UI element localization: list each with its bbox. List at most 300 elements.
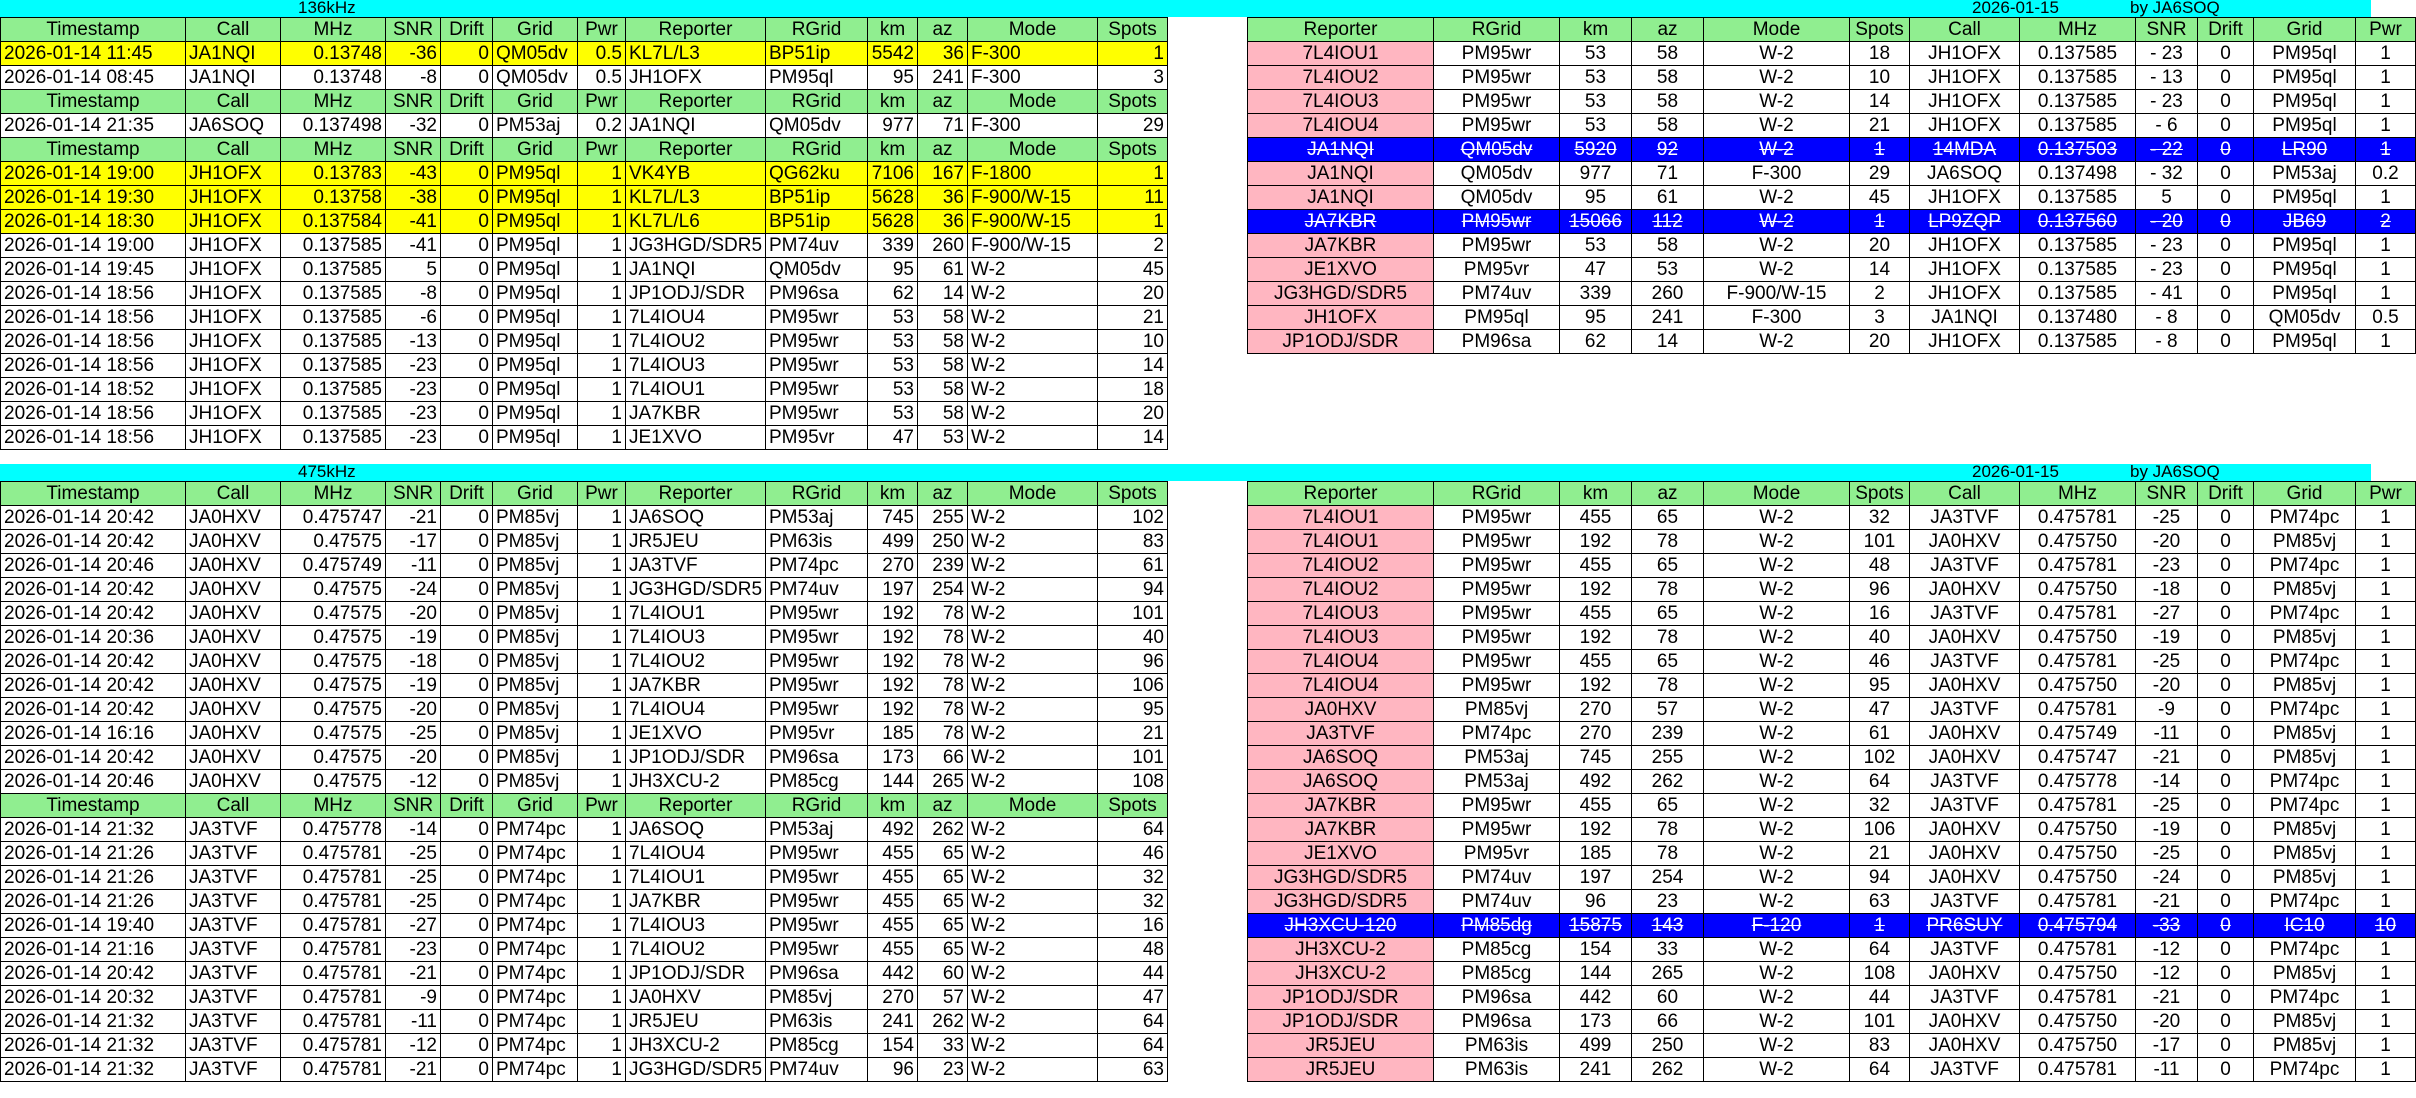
table-cell: 0	[2198, 578, 2254, 602]
table-cell: JA0HXV	[186, 602, 281, 626]
table-cell: 192	[1560, 530, 1632, 554]
table-cell: F-300	[968, 66, 1098, 90]
table-cell: 78	[918, 626, 968, 650]
table-cell: 1	[2356, 114, 2416, 138]
table-cell: JE1XVO	[626, 722, 766, 746]
table-cell: 1	[578, 770, 626, 794]
column-header: Mode	[968, 794, 1098, 818]
table-cell: 71	[918, 114, 968, 138]
table-row	[1, 818, 1168, 842]
table-cell: 0	[441, 42, 493, 66]
table-cell: 0.2	[578, 114, 626, 138]
table-cell: 0.475781	[281, 866, 386, 890]
table-cell: QM05dv	[766, 258, 868, 282]
table-cell: 0	[441, 746, 493, 770]
table-row	[1, 890, 1168, 914]
table-cell: PR6SUY	[1910, 914, 2020, 938]
table-cell: 1	[2356, 938, 2416, 962]
table-row	[1, 1034, 1168, 1058]
column-header: Mode	[968, 482, 1098, 506]
table-cell: 241	[918, 66, 968, 90]
column-header: Mode	[968, 90, 1098, 114]
table-cell: 977	[868, 114, 918, 138]
table-cell: 1	[578, 554, 626, 578]
table-cell: 2026-01-14 19:00	[1, 234, 186, 258]
table-cell: JA0HXV	[186, 770, 281, 794]
table-cell: QM05dv	[766, 114, 868, 138]
table-cell: 53	[868, 402, 918, 426]
table-cell: JE1XVO	[1248, 258, 1434, 282]
table-cell: 0	[441, 306, 493, 330]
table-cell: 1	[1098, 210, 1168, 234]
table-cell: JP1ODJ/SDR	[1248, 1010, 1434, 1034]
table-cell: PM96sa	[766, 962, 868, 986]
table-cell: 265	[918, 770, 968, 794]
table-cell: 1	[578, 506, 626, 530]
table-row	[1, 698, 1168, 722]
table-cell: JH1OFX	[1910, 186, 2020, 210]
table-cell: 442	[1560, 986, 1632, 1010]
table-row	[1, 722, 1168, 746]
table-cell: QM05dv	[1434, 186, 1560, 210]
table-cell: JP1ODJ/SDR	[1248, 330, 1434, 354]
column-header: Grid	[493, 138, 578, 162]
table-cell: 7L4IOU3	[1248, 626, 1434, 650]
table-row	[1248, 938, 2416, 962]
table-cell: W-2	[968, 282, 1098, 306]
column-header: RGrid	[766, 794, 868, 818]
table-cell: -41	[386, 234, 441, 258]
table-cell: 2026-01-14 20:42	[1, 674, 186, 698]
column-header: Spots	[1098, 18, 1168, 42]
table-cell: 7L4IOU4	[626, 842, 766, 866]
table-cell: 0	[2198, 866, 2254, 890]
table-cell: -6	[386, 306, 441, 330]
table-cell: PM85vj	[493, 674, 578, 698]
column-header: RGrid	[766, 18, 868, 42]
table-cell: 1	[2356, 330, 2416, 354]
table-cell: 62	[1560, 330, 1632, 354]
table-cell: JA3TVF	[186, 818, 281, 842]
table-cell: PM85vj	[493, 554, 578, 578]
table-cell: 0	[2198, 986, 2254, 1010]
table-cell: 14	[1850, 258, 1910, 282]
table-cell: W-2	[1704, 330, 1850, 354]
table-cell: 2026-01-14 20:42	[1, 530, 186, 554]
column-header: MHz	[281, 794, 386, 818]
table-cell: 106	[1098, 674, 1168, 698]
table-cell: 2026-01-14 20:42	[1, 698, 186, 722]
column-header: Mode	[1704, 18, 1850, 42]
table-cell: 0	[441, 890, 493, 914]
table-cell: 0	[2198, 90, 2254, 114]
table-cell: 0.47575	[281, 650, 386, 674]
table-row	[1248, 554, 2416, 578]
table-cell: 0.475750	[2020, 1034, 2136, 1058]
table-cell: 36	[918, 210, 968, 234]
table-cell: -12	[386, 770, 441, 794]
table-cell: 0.137585	[281, 426, 386, 450]
table-cell: 60	[1632, 986, 1704, 1010]
column-header: Timestamp	[1, 794, 186, 818]
table-cell: QG62ku	[766, 162, 868, 186]
table-cell: W-2	[968, 626, 1098, 650]
table-cell: 45	[1850, 186, 1910, 210]
table-row	[1, 842, 1168, 866]
column-header: SNR	[386, 18, 441, 42]
table-cell: 0	[2198, 938, 2254, 962]
table-cell: 2026-01-14 16:16	[1, 722, 186, 746]
table-cell: 455	[868, 890, 918, 914]
table-cell: PM74pc	[493, 1034, 578, 1058]
table-cell: 0	[2198, 554, 2254, 578]
table-cell: 2026-01-14 21:32	[1, 818, 186, 842]
table-cell: PM74pc	[2254, 554, 2356, 578]
table-cell: 197	[1560, 866, 1632, 890]
table-row	[1, 306, 1168, 330]
table-cell: PM95ql	[493, 378, 578, 402]
table-cell: 0	[2198, 818, 2254, 842]
table-cell: PM95ql	[2254, 186, 2356, 210]
table-row	[1248, 506, 2416, 530]
table-cell: JA0HXV	[186, 530, 281, 554]
column-header: SNR	[386, 138, 441, 162]
table-cell: 0.475781	[281, 1058, 386, 1082]
table-cell: PM85vj	[2254, 1010, 2356, 1034]
table-cell: 65	[918, 914, 968, 938]
table-cell: JE1XVO	[1248, 842, 1434, 866]
table-cell: PM95ql	[493, 234, 578, 258]
table-cell: JH1OFX	[186, 234, 281, 258]
table-cell: 0.475750	[2020, 530, 2136, 554]
table-cell: 2026-01-14 21:26	[1, 842, 186, 866]
table-cell: -27	[2136, 602, 2198, 626]
table-cell: PM85vj	[2254, 722, 2356, 746]
column-header: Call	[186, 482, 281, 506]
table-cell: PM85vj	[1434, 698, 1560, 722]
table-cell: JA3TVF	[186, 890, 281, 914]
table-cell: 65	[1632, 602, 1704, 626]
table-row	[1, 1010, 1168, 1034]
table-cell: 65	[1632, 506, 1704, 530]
table-cell: PM74pc	[493, 986, 578, 1010]
table-cell: 1	[2356, 42, 2416, 66]
table-cell: 192	[868, 698, 918, 722]
table-cell: 1	[578, 674, 626, 698]
table-cell: JH1OFX	[186, 378, 281, 402]
table-cell: 144	[868, 770, 918, 794]
table-row	[1, 530, 1168, 554]
table-cell: PM95wr	[1434, 234, 1560, 258]
table-cell: 65	[1632, 794, 1704, 818]
table-cell: 255	[918, 506, 968, 530]
table-cell: 1	[578, 402, 626, 426]
table-row	[1, 234, 1168, 258]
table-row	[1248, 306, 2416, 330]
table-cell: 455	[868, 938, 918, 962]
table-cell: F-300	[968, 42, 1098, 66]
table-cell: JA1NQI	[626, 258, 766, 282]
table-cell: 16	[1850, 602, 1910, 626]
table-cell: PM95wr	[766, 330, 868, 354]
table-cell: 14	[1850, 90, 1910, 114]
table-cell: 0.137585	[281, 282, 386, 306]
table-cell: 16	[1098, 914, 1168, 938]
table-cell: 2026-01-14 21:35	[1, 114, 186, 138]
table-cell: JH3XCU-2	[626, 1034, 766, 1058]
table-cell: 1	[2356, 1010, 2416, 1034]
table-cell: 40	[1098, 626, 1168, 650]
table-cell: W-2	[1704, 42, 1850, 66]
table-cell: JH1OFX	[1910, 234, 2020, 258]
table-cell: JA0HXV	[1910, 866, 2020, 890]
table-cell: JA3TVF	[1910, 794, 2020, 818]
table-cell: 47	[1560, 258, 1632, 282]
table-cell: 32	[1850, 506, 1910, 530]
column-header: Call	[1910, 18, 2020, 42]
table-row	[1, 42, 1168, 66]
table-cell: PM96sa	[1434, 330, 1560, 354]
table-cell: JH1OFX	[186, 354, 281, 378]
table-cell: PM95wr	[1434, 602, 1560, 626]
table-cell: 0	[441, 1010, 493, 1034]
table-cell: -20	[2136, 530, 2198, 554]
table-cell: 95	[1560, 186, 1632, 210]
table-cell: -12	[2136, 938, 2198, 962]
table-cell: 0.137585	[2020, 90, 2136, 114]
table-cell: 96	[1098, 650, 1168, 674]
table-cell: 7L4IOU1	[626, 866, 766, 890]
table-cell: JH1OFX	[186, 306, 281, 330]
table-cell: PM95ql	[2254, 42, 2356, 66]
table-cell: PM85vj	[493, 770, 578, 794]
table-row	[1248, 866, 2416, 890]
column-header: MHz	[281, 138, 386, 162]
table-cell: JA0HXV	[1910, 818, 2020, 842]
table-cell: 1	[2356, 90, 2416, 114]
table-cell: 143	[1632, 914, 1704, 938]
table-cell: 7L4IOU2	[626, 650, 766, 674]
table-cell: -23	[386, 426, 441, 450]
table-cell: 64	[1850, 938, 1910, 962]
table-cell: PM74uv	[766, 1058, 868, 1082]
table-cell: PM53aj	[1434, 770, 1560, 794]
table-cell: 7L4IOU3	[1248, 90, 1434, 114]
table-cell: 58	[918, 402, 968, 426]
table-row	[1248, 698, 2416, 722]
table-cell: JA0HXV	[1910, 842, 2020, 866]
table-cell: 71	[1632, 162, 1704, 186]
table-cell: 46	[1098, 842, 1168, 866]
table-cell: BP51ip	[766, 42, 868, 66]
table-cell: -9	[2136, 698, 2198, 722]
table-cell: 1	[2356, 138, 2416, 162]
table-cell: -20	[386, 698, 441, 722]
column-header: SNR	[386, 794, 441, 818]
column-header: RGrid	[766, 90, 868, 114]
table-cell: JA3TVF	[1910, 506, 2020, 530]
table-cell: PM74pc	[2254, 770, 2356, 794]
table-cell: 44	[1098, 962, 1168, 986]
table-cell: W-2	[968, 818, 1098, 842]
table-cell: BP51ip	[766, 186, 868, 210]
table-cell: -23	[386, 938, 441, 962]
table-cell: W-2	[1704, 66, 1850, 90]
table-cell: 0	[2198, 1058, 2254, 1082]
table-cell: 58	[918, 378, 968, 402]
table-cell: 0	[441, 530, 493, 554]
table-cell: PM95ql	[2254, 90, 2356, 114]
table-cell: 250	[918, 530, 968, 554]
table-cell: PM95wr	[1434, 554, 1560, 578]
table-cell: 32	[1850, 794, 1910, 818]
table-cell: 455	[1560, 650, 1632, 674]
table-cell: JH3XCU-120	[1248, 914, 1434, 938]
table-cell: PM95wr	[1434, 114, 1560, 138]
table-cell: PM74uv	[766, 578, 868, 602]
table-cell: 0	[441, 1034, 493, 1058]
table-cell: 0	[2198, 674, 2254, 698]
table-cell: 0.475750	[2020, 626, 2136, 650]
table-cell: JA0HXV	[1910, 746, 2020, 770]
titlebar-136khz	[0, 0, 2371, 17]
table-cell: JH1OFX	[186, 402, 281, 426]
table-cell: 0.137585	[281, 258, 386, 282]
table-cell: W-2	[1704, 986, 1850, 1010]
table-row	[1, 162, 1168, 186]
table-cell: W-2	[1704, 138, 1850, 162]
table-136khz-by-reporter	[1247, 17, 2402, 463]
table-cell: 0.137585	[281, 402, 386, 426]
table-cell: 14MDA	[1910, 138, 2020, 162]
table-cell: 7L4IOU2	[626, 938, 766, 962]
column-header: km	[868, 794, 918, 818]
table-cell: PM95ql	[493, 258, 578, 282]
table-cell: 58	[1632, 66, 1704, 90]
table-cell: 0	[441, 114, 493, 138]
table-cell: PM95ql	[493, 306, 578, 330]
table-cell: 455	[1560, 554, 1632, 578]
table-cell: PM95vr	[1434, 842, 1560, 866]
table-cell: F-900/W-15	[968, 186, 1098, 210]
table-cell: 185	[868, 722, 918, 746]
column-header: Spots	[1098, 90, 1168, 114]
table-row	[1, 602, 1168, 626]
table-cell: JA0HXV	[186, 578, 281, 602]
table-cell: 78	[918, 650, 968, 674]
table-cell: 96	[1560, 890, 1632, 914]
table-cell: F-120	[1704, 914, 1850, 938]
table-row	[1248, 794, 2416, 818]
table-cell: 11	[1098, 186, 1168, 210]
table-cell: 0.137585	[2020, 258, 2136, 282]
table-cell: 2026-01-14 18:56	[1, 282, 186, 306]
table-cell: PM85vj	[2254, 962, 2356, 986]
table-cell: PM74pc	[493, 938, 578, 962]
column-header: RGrid	[1434, 482, 1560, 506]
table-cell: 1	[578, 986, 626, 1010]
table-cell: 2026-01-14 18:56	[1, 306, 186, 330]
table-cell: 0	[441, 650, 493, 674]
table-cell: 1	[2356, 650, 2416, 674]
table-cell: -20	[386, 746, 441, 770]
table-cell: 0	[2198, 234, 2254, 258]
table-cell: 14	[1098, 354, 1168, 378]
table-cell: 2026-01-14 18:56	[1, 330, 186, 354]
table-row	[1, 938, 1168, 962]
table-row	[1248, 650, 2416, 674]
table-cell: 0	[2198, 698, 2254, 722]
table-cell: JA7KBR	[1248, 818, 1434, 842]
table-cell: 977	[1560, 162, 1632, 186]
table-cell: 745	[1560, 746, 1632, 770]
table-cell: 95	[1098, 698, 1168, 722]
table-row	[1248, 722, 2416, 746]
table-cell: PM85dg	[1434, 914, 1560, 938]
table-cell: 0	[2198, 890, 2254, 914]
table-cell: 7L4IOU3	[626, 354, 766, 378]
table-cell: 0	[2198, 530, 2254, 554]
table-cell: PM74pc	[2254, 986, 2356, 1010]
column-header: Drift	[441, 138, 493, 162]
table-cell: 1	[2356, 234, 2416, 258]
table-cell: JH1OFX	[1910, 90, 2020, 114]
table-cell: - 8	[2136, 306, 2198, 330]
table-cell: 0	[441, 674, 493, 698]
author-label-475khz: by JA6SOQ	[2130, 462, 2220, 481]
table-cell: 95	[1850, 674, 1910, 698]
table-cell: JB69	[2254, 210, 2356, 234]
table-cell: 0.475781	[2020, 506, 2136, 530]
table-cell: PM95ql	[1434, 306, 1560, 330]
table-cell: F-900/W-15	[968, 234, 1098, 258]
table-cell: PM74pc	[2254, 698, 2356, 722]
table-cell: 0.475750	[2020, 578, 2136, 602]
table-cell: -25	[386, 842, 441, 866]
table-cell: 1	[2356, 186, 2416, 210]
table-cell: F-900/W-15	[968, 210, 1098, 234]
table-cell: JH1OFX	[1910, 282, 2020, 306]
table-cell: 96	[1850, 578, 1910, 602]
table-cell: 0	[441, 626, 493, 650]
table-cell: 0	[2198, 962, 2254, 986]
column-header: Timestamp	[1, 482, 186, 506]
table-cell: JA0HXV	[186, 722, 281, 746]
table-cell: 442	[868, 962, 918, 986]
table-cell: W-2	[968, 506, 1098, 530]
table-row	[1, 66, 1168, 90]
table-cell: JA1NQI	[626, 114, 766, 138]
table-cell: JH1OFX	[1910, 330, 2020, 354]
table-cell: 0	[441, 842, 493, 866]
column-header: az	[1632, 482, 1704, 506]
table-cell: 0	[2198, 162, 2254, 186]
table-cell: 64	[1098, 1010, 1168, 1034]
table-cell: 241	[1560, 1058, 1632, 1082]
column-header: Drift	[441, 18, 493, 42]
table-cell: W-2	[968, 770, 1098, 794]
table-cell: 53	[1560, 234, 1632, 258]
table-cell: -20	[2136, 1010, 2198, 1034]
table-cell: 2026-01-14 18:56	[1, 426, 186, 450]
table-cell: 0	[441, 66, 493, 90]
table-cell: PM95wr	[1434, 210, 1560, 234]
table-cell: 0.47575	[281, 578, 386, 602]
table-row	[1248, 674, 2416, 698]
table-cell: W-2	[968, 530, 1098, 554]
table-cell: 0.137585	[281, 330, 386, 354]
table-cell: 0.475781	[2020, 1058, 2136, 1082]
